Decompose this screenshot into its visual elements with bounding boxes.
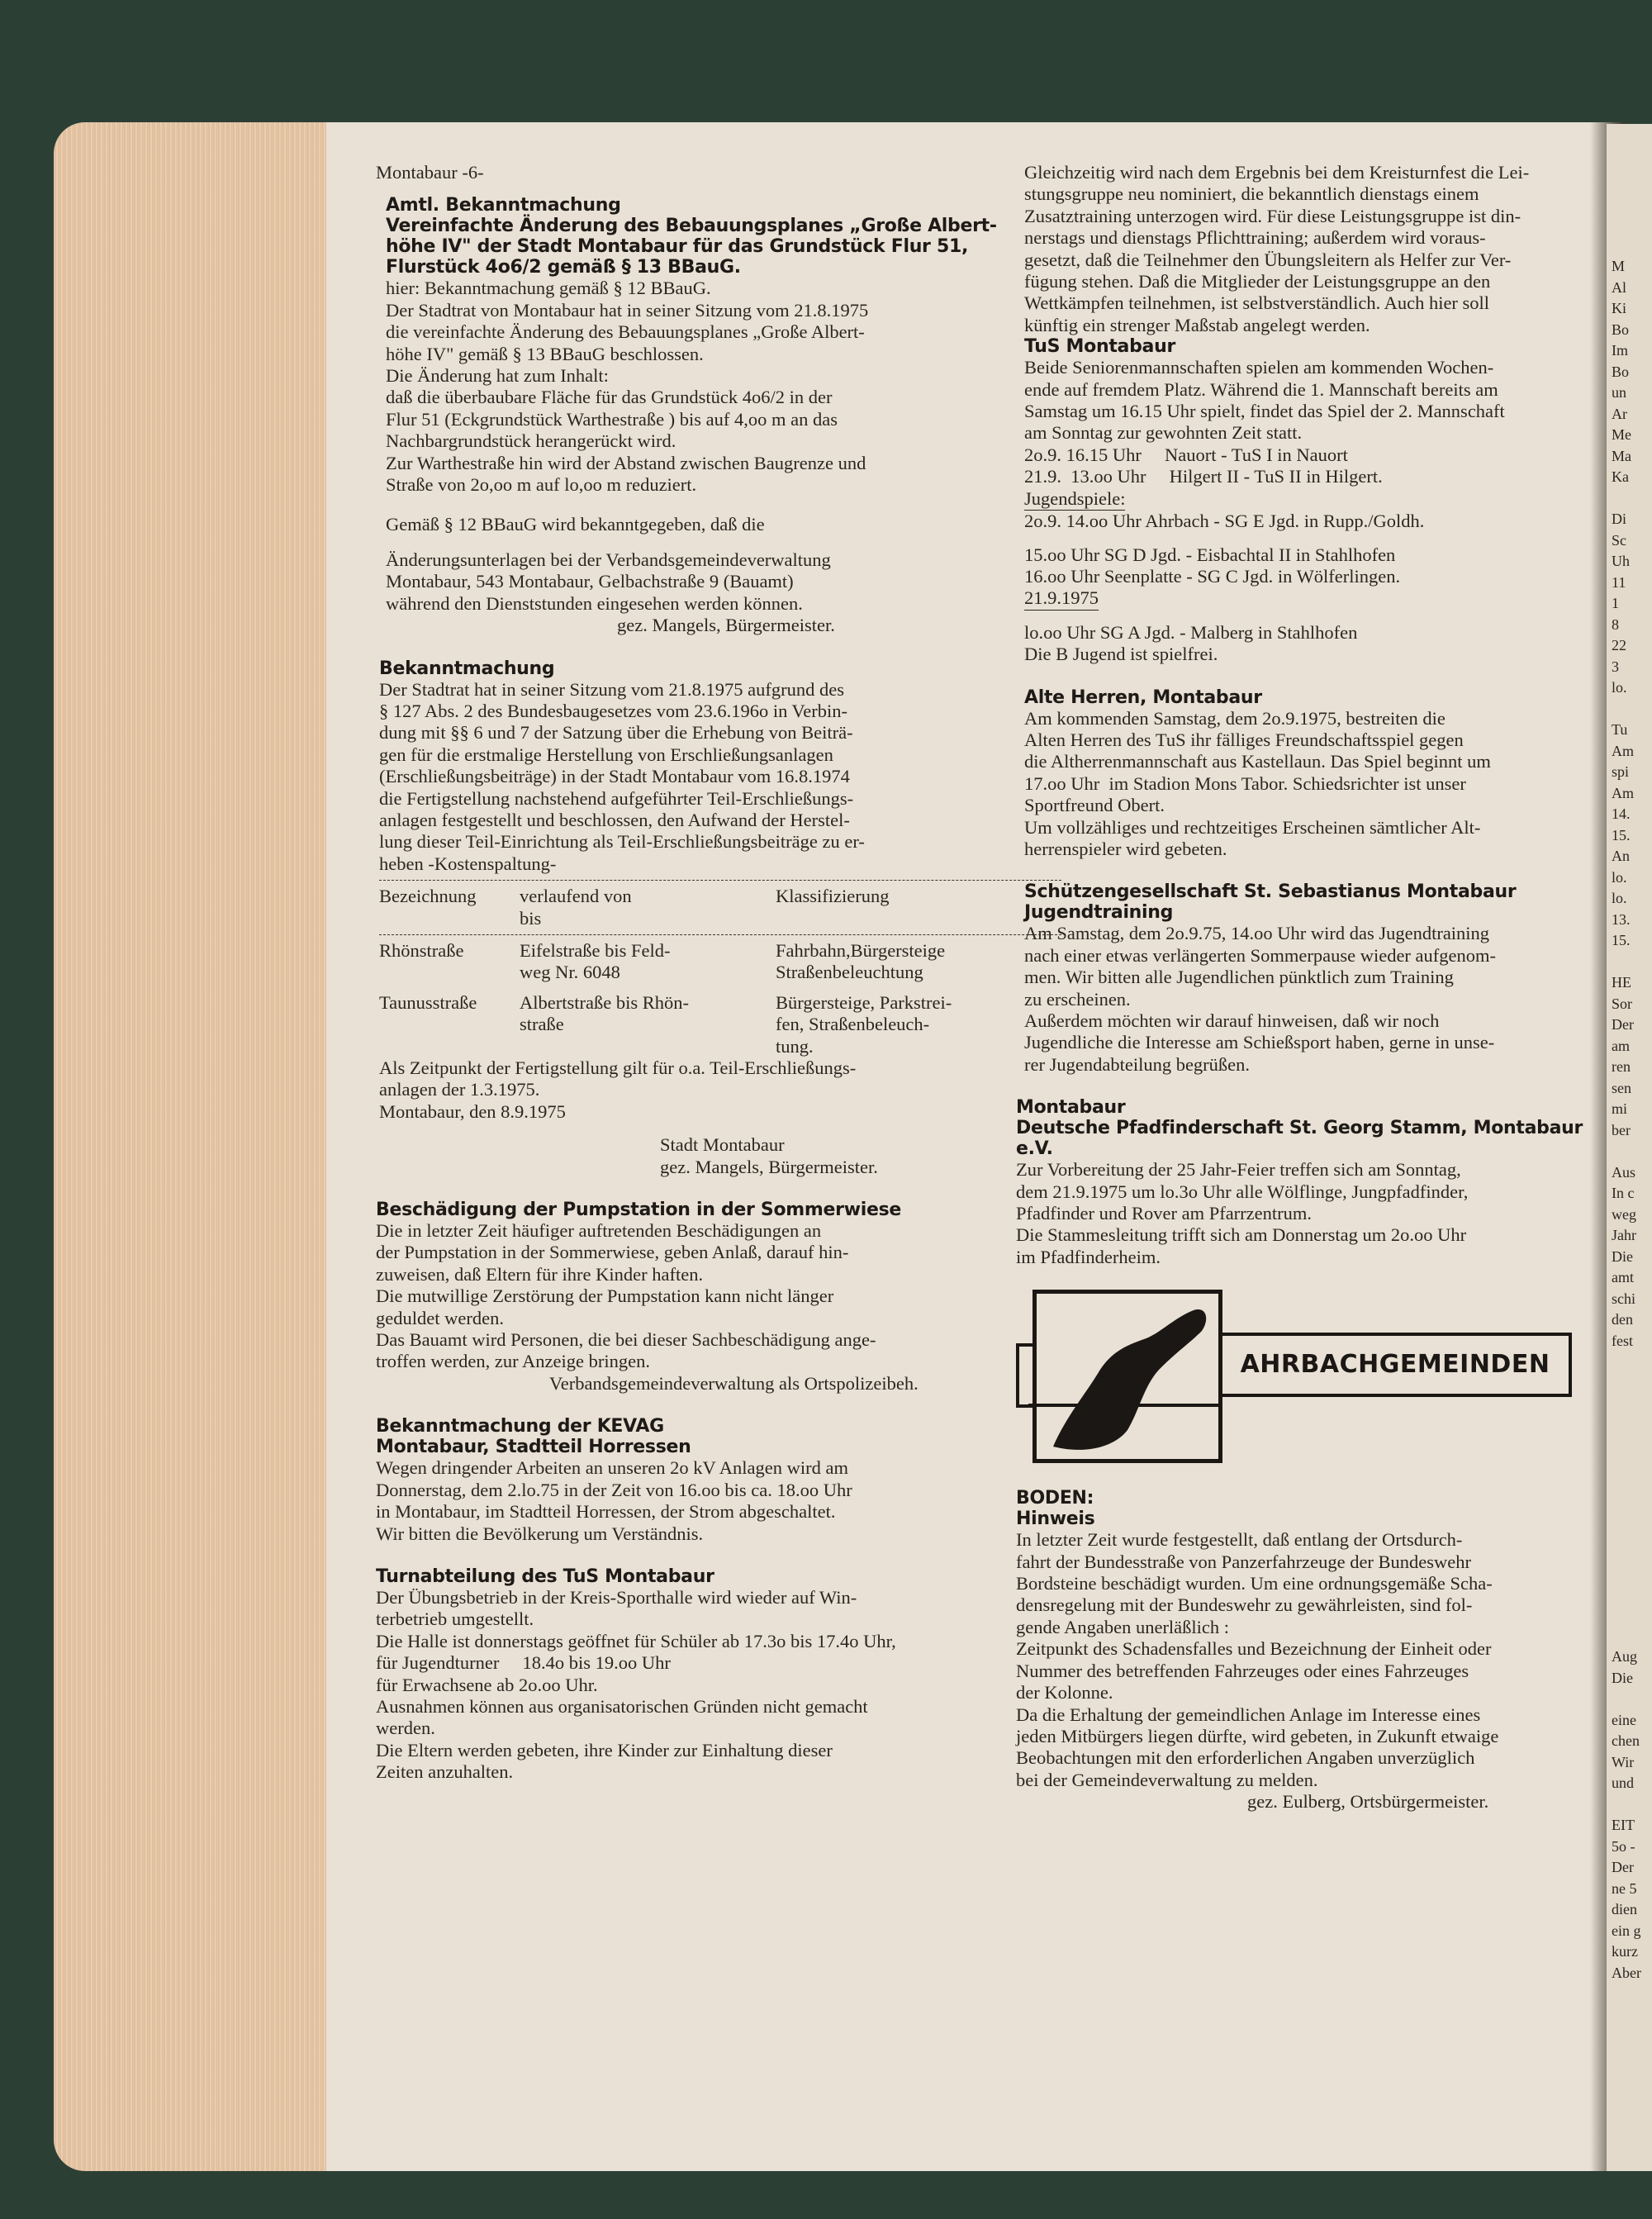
article-signature: gez. Eulberg, Ortsbürgermeister. bbox=[1247, 1791, 1489, 1813]
next-page-fragment bbox=[1612, 1604, 1641, 1626]
next-page-fragment: weg bbox=[1612, 1205, 1636, 1223]
next-page-fragment bbox=[1612, 1689, 1641, 1710]
next-page-fragment: kurz bbox=[1612, 1943, 1638, 1960]
youth-label: Jugendspiele: bbox=[1024, 488, 1125, 511]
article-body: Beide Seniorenmannschaften spielen am kommenden Wochen- ende auf fremdem Platz. Während die 1. Mannschaft bereits am Samstag um 16.15 Uhr spielt, findet das Spiel der 2. Mannschaft am Sonntag zur gewohnten Zeit statt. bbox=[1024, 357, 1505, 444]
next-page-fragment: Ar bbox=[1612, 405, 1627, 422]
next-page-fragment: Me bbox=[1612, 426, 1631, 443]
notice-title: Beschädigung der Pumpstation in der Sommerwiese bbox=[376, 1200, 902, 1221]
next-page-fragment: An bbox=[1612, 848, 1630, 864]
notice-erschliessung bbox=[376, 658, 1061, 1179]
next-page-fragment bbox=[1612, 952, 1641, 973]
article-intro: Gleichzeitig wird nach dem Ergebnis bei dem Kreisturnfest die Lei- stungsgruppe neu nominiert, die bekanntlich dienstags einem Zusatztraining unterzogen wird. Für diese Leistungsgruppe ist din- nerstags und dienstags Pflichttraining; außerdem wird voraus- gesetzt, daß die Teilnehmer den Übungsleitern als Helfer zur Ver- fügung stehen. Daß die Mitglieder der Leistungsgruppe an den Wettkämpfen teilnehmen, ist selbstverständlich. Auch hier soll künftig ein strenger Maßstab angelegt werden. bbox=[1024, 162, 1530, 335]
next-page-fragment bbox=[1612, 1794, 1641, 1816]
next-page-fragment: 1 bbox=[1612, 595, 1619, 611]
banner-rule bbox=[1028, 1404, 1222, 1407]
next-page-fragment: amt bbox=[1612, 1269, 1634, 1285]
next-page-fragment: lo. bbox=[1612, 868, 1627, 886]
article-body: In letzter Zeit wurde festgestellt, daß entlang der Ortsdurch- fahrt der Bundesstraße von Panzerfahrzeuge der Bundeswehr Bordsteine beschädigt wurden. Um eine ordnungsgemäße Scha- densregelung mit der Bundeswehr zu gewährleisten, sind fol- gende Angaben unerläßlich : Zeitpunkt des Schadensfalles und Bezeichnung der Einheit oder Nummer des betreffenden Fahrzeuges oder eines Fahrzeuges der Kolonne. Da die Erhaltung der gemeindlichen Anlage im Interesse eines jeden Mitbürgers liegen dürfte, wird gebeten, in Zukunft etwaige Beobachtungen mit den erforderlichen Angaben unverzüglich bei der Gemeindeverwaltung zu melden. bbox=[1016, 1529, 1499, 1790]
next-page-fragment: 22 bbox=[1612, 637, 1626, 653]
next-page-fragment: chen bbox=[1612, 1732, 1640, 1749]
table-header: verlaufend von bis bbox=[520, 886, 632, 929]
notice-signature: Stadt Montabaur gez. Mangels, Bürgermeister. bbox=[660, 1134, 878, 1177]
game-line: 21.9. 13.oo Uhr Hilgert II - TuS II in Hilgert. bbox=[1024, 466, 1383, 487]
notice-body: Änderungsunterlagen bei der Verbandsgemeindeverwaltung Montabaur, 543 Montabaur, Gelbachstraße 9 (Bauamt) während den Dienststunden eingesehen werden können. bbox=[386, 549, 831, 614]
table-cell: Bürgersteige, Parkstrei- fen, Straßenbeleuch- tung. bbox=[776, 991, 952, 1057]
next-page-fragment: 15. bbox=[1612, 826, 1631, 843]
article-title: BODEN: Hinweis bbox=[1016, 1488, 1095, 1530]
next-page-fragment bbox=[1612, 1584, 1641, 1605]
notice-title: Turnabteilung des TuS Montabaur bbox=[376, 1566, 714, 1587]
next-page-fragment: Am bbox=[1612, 742, 1634, 759]
notice-body: Wegen dringender Arbeiten an unseren 2o kV Anlagen wird am Donnerstag, dem 2.lo.75 in der Zeit von 16.oo bis ca. 18.oo Uhr in Montabaur, im Stadtteil Horressen, der Strom abgeschaltet. Wir bitten die Bevölkerung um Verständnis. bbox=[376, 1457, 852, 1544]
notice-signature: gez. Mangels, Bürgermeister. bbox=[617, 615, 835, 636]
next-page-fragment bbox=[1612, 1394, 1641, 1415]
article-alte-herren bbox=[1024, 687, 1598, 861]
next-page-fragment: 8 bbox=[1612, 615, 1619, 633]
next-page-fragment: Bo bbox=[1612, 363, 1630, 380]
next-page-fragment: spi bbox=[1612, 763, 1630, 780]
table-cell: Eifelstraße bis Feld- weg Nr. 6048 bbox=[520, 939, 671, 983]
notice-signature: Verbandsgemeindeverwaltung als Ortspolizeibeh. bbox=[549, 1372, 919, 1394]
next-page-fragment: lo. bbox=[1612, 890, 1627, 906]
next-page-fragment: mi bbox=[1612, 1100, 1628, 1117]
notice-title: Bekanntmachung bbox=[379, 658, 555, 679]
next-page-fragment: EIT bbox=[1612, 1817, 1635, 1833]
next-page-text bbox=[1612, 256, 1641, 1984]
page-header: Montabaur -6- bbox=[376, 162, 484, 183]
next-page-fragment bbox=[1612, 1436, 1641, 1457]
next-page-fragment: Die bbox=[1612, 1669, 1633, 1686]
notice-turnabteilung bbox=[376, 1566, 1061, 1784]
next-page-fragment: Tu bbox=[1612, 721, 1628, 738]
next-page-fragment: den bbox=[1612, 1311, 1633, 1328]
article-title: Alte Herren, Montabaur bbox=[1024, 687, 1262, 708]
article-body: Am Samstag, dem 2o.9.75, 14.oo Uhr wird das Jugendtraining nach einer etwas verlängerten Sommerpause wieder aufgenom- men. Wir bitten alle Jugendlichen pünktlich zum Training zu erscheinen. Außerdem möchten wir darauf hinweisen, daß wir noch Jugendliche die Interesse am Schießsport haben, gerne in unse- rer Jugendabteilung begrüßen. bbox=[1024, 923, 1497, 1075]
left-column bbox=[376, 162, 1061, 1805]
next-page-fragment: 5o - bbox=[1612, 1837, 1635, 1855]
notice-body: Gemäß § 12 BBauG wird bekanntgegeben, daß die bbox=[386, 514, 765, 535]
next-page-fragment: Jahr bbox=[1612, 1227, 1636, 1243]
next-page-fragment: eine bbox=[1612, 1711, 1636, 1728]
next-page-fragment: 3 bbox=[1612, 658, 1619, 675]
right-column bbox=[1016, 162, 1598, 1835]
next-page-fragment: Am bbox=[1612, 784, 1634, 801]
next-page-fragment: Bo bbox=[1612, 321, 1630, 338]
region-map-logo bbox=[1032, 1290, 1222, 1463]
table-header: Bezeichnung bbox=[379, 886, 477, 907]
next-page-fragment: fest bbox=[1612, 1332, 1633, 1349]
next-page-fragment: am bbox=[1612, 1037, 1630, 1054]
notice-body: Die in letzter Zeit häufiger auftretenden Beschädigungen an der Pumpstation in der Sommerwiese, geben Anlaß, darauf hin- zuweisen, daß Eltern für ihre Kinder haften. Die mutwillige Zerstörung der Pumpstation kann nicht länger geduldet werden. Das Bauamt wird Personen, die bei dieser Sachbeschädigung ange- troffen werden, zur Anzeige bringen. bbox=[376, 1220, 876, 1372]
youth-line: 15.oo Uhr SG D Jgd. - Eisbachtal II in Stahlhofen 16.oo Uhr Seenplatte - SG C Jgd. in Wölferlingen. bbox=[1024, 544, 1401, 587]
notice-body: Der Stadtrat hat in seiner Sitzung vom 21.8.1975 aufgrund des § 127 Abs. 2 des Bundesbaugesetzes vom 23.6.196o in Verbin- dung mit §§ 6 und 7 der Satzung über die Erhebung von Beiträ- gen für die erstmalige Herstellung von Erschließungsanlagen (Erschließungsbeiträge) in der Stadt Montabaur vom 16.8.1974 die Fertigstellung nachstehend aufgeführter Teil-Erschließungs- anlagen festgestellt und beschlossen, den Aufwand der Herstel- lung dieser Teil-Einrichtung als Teil-Erschließungsbeiträge zu er- heben -Kostenspaltung- bbox=[379, 678, 865, 874]
table-cell: Fahrbahn,Bürgersteige Straßenbeleuchtung bbox=[776, 939, 946, 983]
next-page-fragment: Sor bbox=[1612, 995, 1633, 1012]
next-page-fragment: Al bbox=[1612, 278, 1626, 296]
notice-body: hier: Bekanntmachung gemäß § 12 BBauG. Der Stadtrat von Montabaur hat in seiner Sitzung vom 21.8.1975 die vereinfachte Änderung des Bebauungsplanes „Große Albert- höhe IV" gemäß § 13 BBauG beschlossen. Die Änderung hat zum Inhalt: daß die überbaubare Fläche für das Grundstück 4o6/2 in der Flur 51 (Eckgrundstück Warthestraße ) bis auf 4,oo m an das Nachbargrundstück herangerückt wird. Zur Warthestraße hin wird der Abstand zwischen Baugrenze und Straße von 2o,oo m auf lo,oo m reduziert. bbox=[386, 278, 869, 496]
next-page-fragment: dien bbox=[1612, 1901, 1637, 1917]
article-pfadfinder bbox=[1016, 1097, 1598, 1268]
next-page-fragment: ne 5 bbox=[1612, 1879, 1637, 1897]
article-schuetzen bbox=[1024, 881, 1598, 1076]
table-header-row bbox=[379, 886, 1061, 929]
banner-label: AHRBACHGEMEINDEN bbox=[1218, 1333, 1572, 1397]
next-page-fragment bbox=[1612, 1562, 1641, 1584]
next-page-fragment bbox=[1612, 1499, 1641, 1521]
next-page-fragment: 13. bbox=[1612, 910, 1631, 928]
article-body: Zur Vorbereitung der 25 Jahr-Feier treffen sich am Sonntag, dem 21.9.1975 um lo.3o Uhr alle Wölflinge, Jungpfadfinder, Pfadfinder und Rover am Pfarrzentrum. Die Stammesleitung trifft sich am Donnerstag um 2o.oo Uhr im Pfadfinderheim. bbox=[1016, 1159, 1469, 1267]
article-tus bbox=[1024, 336, 1598, 665]
article-body: Am kommenden Samstag, dem 2o.9.1975, bestreiten die Alten Herren des TuS ihr fälliges Freundschaftsspiel gegen die Altherrenmannschaft aus Kastellaun. Das Spiel beginnt um 17.oo Uhr im Stadion Mons Tabor. Schiedsrichter ist unser Sportfreund Obert. Um vollzähliges und rechtzeitiges Erscheinen sämtlicher Alt- herrenspieler wird gebeten. bbox=[1024, 707, 1491, 859]
article-title: Montabaur Deutsche Pfadfinderschaft St. Georg Stamm, Montabaur e.V. bbox=[1016, 1097, 1583, 1160]
next-page-fragment bbox=[1612, 1352, 1641, 1373]
next-page-fragment bbox=[1612, 1626, 1641, 1647]
table-row bbox=[379, 940, 1061, 984]
next-page-fragment: un bbox=[1612, 384, 1626, 401]
article-boden bbox=[1016, 1488, 1598, 1813]
table-cell: Taunusstraße bbox=[379, 991, 477, 1013]
youth-line: lo.oo Uhr SG A Jgd. - Malberg in Stahlhofen Die B Jugend ist spielfrei. bbox=[1024, 621, 1358, 665]
next-page-fragment: 11 bbox=[1612, 573, 1626, 591]
notice-body: Als Zeitpunkt der Fertigstellung gilt für o.a. Teil-Erschließungs- anlagen der 1.3.1975. Montabaur, den 8.9.1975 bbox=[379, 1057, 857, 1122]
next-page-fragment: Uh bbox=[1612, 553, 1630, 569]
table-cell: Rhönstraße bbox=[379, 939, 464, 961]
next-page-fragment: Der bbox=[1612, 1016, 1634, 1033]
next-page-fragment: Aber bbox=[1612, 1964, 1641, 1981]
table-divider bbox=[379, 880, 1061, 881]
notice-title: Amtl. Bekanntmachung bbox=[386, 195, 621, 216]
next-page-fragment: HE bbox=[1612, 974, 1631, 991]
book-page-edges bbox=[54, 122, 326, 2171]
next-page-fragment: 15. bbox=[1612, 932, 1631, 948]
notice-pumpstation bbox=[376, 1200, 1061, 1395]
next-page-fragment: Der bbox=[1612, 1859, 1634, 1875]
table-cell: Albertstraße bis Rhön- straße bbox=[520, 991, 689, 1035]
next-page-fragment: Die bbox=[1612, 1247, 1633, 1265]
table-divider bbox=[379, 934, 1061, 935]
next-page-fragment: Ki bbox=[1612, 300, 1626, 316]
ahrbachgemeinden-banner bbox=[1024, 1290, 1598, 1471]
notice-kevag bbox=[376, 1416, 1061, 1545]
next-page-fragment bbox=[1612, 488, 1641, 510]
article-title: Schützengesellschaft St. Sebastianus Montabaur Jugendtraining bbox=[1024, 881, 1517, 924]
next-page-fragment bbox=[1612, 1478, 1641, 1499]
next-page-fragment: ren bbox=[1612, 1058, 1631, 1075]
next-page-fragment: und bbox=[1612, 1775, 1634, 1791]
next-page-fragment: ber bbox=[1612, 1121, 1631, 1138]
notice-body: Der Übungsbetrieb in der Kreis-Sporthalle wird wieder auf Win- terbetrieb umgestellt. Die Halle ist donnerstags geöffnet für Schüler ab 17.3o bis 17.4o Uhr, für Jugendturner 18.4o bis 19.oo Uhr für Erwachsene ab 2o.oo Uhr. Ausnahmen können aus organisatorischen Gründen nicht gemacht werden. Die Eltern werden gebeten, ihre Kinder zur Einhaltung dieser Zeiten anzuhalten. bbox=[376, 1586, 896, 1783]
youth-line: 2o.9. 14.oo Uhr Ahrbach - SG E Jgd. in Rupp./Goldh. bbox=[1024, 511, 1425, 532]
region-map-icon bbox=[1037, 1294, 1218, 1459]
next-page-fragment: ein g bbox=[1612, 1922, 1641, 1939]
next-page-fragment: Aus bbox=[1612, 1163, 1636, 1181]
notice-title: Bekanntmachung der KEVAG Montabaur, Stadtteil Horressen bbox=[376, 1416, 691, 1458]
next-page-fragment: Ma bbox=[1612, 447, 1631, 464]
next-page-fragment: lo. bbox=[1612, 679, 1627, 696]
next-page-fragment: Ka bbox=[1612, 468, 1629, 485]
next-page-fragment: Im bbox=[1612, 342, 1628, 359]
next-page-fragment: In c bbox=[1612, 1185, 1635, 1201]
next-page-fragment: M bbox=[1612, 258, 1626, 274]
article-title: TuS Montabaur bbox=[1024, 336, 1175, 358]
next-page-fragment bbox=[1612, 699, 1641, 720]
table-row bbox=[379, 992, 1061, 1057]
notice-bebauungsplan bbox=[376, 195, 1061, 636]
next-page-fragment: 14. bbox=[1612, 805, 1631, 822]
table-header: Klassifizierung bbox=[776, 886, 890, 907]
next-page-fragment bbox=[1612, 1520, 1641, 1542]
next-page-fragment: Sc bbox=[1612, 531, 1626, 549]
next-page-strip bbox=[1607, 124, 1652, 2171]
date-label: 21.9.1975 bbox=[1024, 587, 1099, 610]
game-line: 2o.9. 16.15 Uhr Nauort - TuS I in Nauort bbox=[1024, 444, 1348, 465]
next-page-fragment: schi bbox=[1612, 1290, 1635, 1307]
next-page-fragment bbox=[1612, 1457, 1641, 1479]
next-page-fragment bbox=[1612, 1542, 1641, 1563]
next-page-fragment: Wir bbox=[1612, 1753, 1635, 1770]
notice-subtitle: Vereinfachte Änderung des Bebauungsplanes „Große Albert- höhe IV" der Stadt Montabaur für das Grundstück Flur 51, Flurstück 4o6/2 gemäß § 13 BBauG. bbox=[386, 216, 997, 278]
next-page-fragment bbox=[1612, 1141, 1641, 1162]
next-page-fragment: Aug bbox=[1612, 1648, 1637, 1665]
newspaper-page bbox=[326, 122, 1623, 2171]
next-page-fragment bbox=[1612, 1373, 1641, 1395]
next-page-fragment: Di bbox=[1612, 511, 1626, 527]
next-page-fragment: sen bbox=[1612, 1079, 1631, 1096]
next-page-fragment bbox=[1612, 1415, 1641, 1437]
